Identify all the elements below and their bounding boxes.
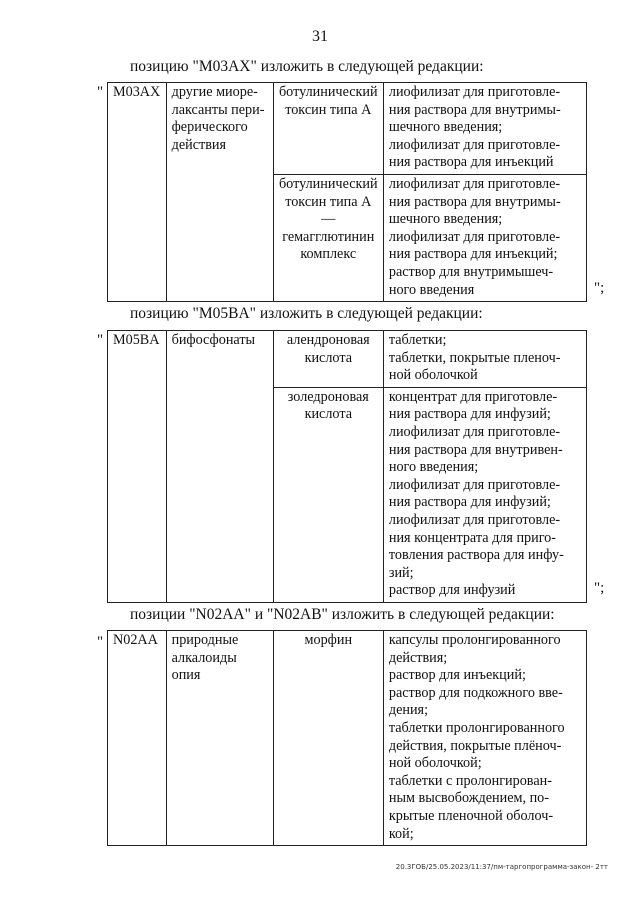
substance-cell: морфин	[273, 631, 383, 846]
group-name: природные алкалоиды опия	[166, 631, 273, 846]
forms-cell: концентрат для приготовле- ния раствора для инфузий; лиофилизат для приготовле- ния раствора для внутривен- ного введения; лиофилизат для приготовле- ния раствора для инфузий; лиофилизат для приготовле- ния концентрата для приго- товления раствора для инфу- зий; раствор для инфузий	[383, 387, 586, 602]
intro-m05ba: позицию "M05BA" изложить в следующей редакции:	[130, 305, 483, 322]
open-quote: "	[97, 332, 104, 348]
close-quote: ";	[594, 580, 605, 596]
open-quote: "	[97, 84, 104, 100]
intro-m03ax: позицию "M03AX" изложить в следующей редакции:	[130, 58, 484, 75]
table-m05ba	[107, 330, 587, 603]
table-row	[108, 331, 587, 388]
table-m03ax	[107, 82, 587, 302]
substance-cell: золедроновая кислота	[273, 387, 383, 602]
close-quote: ";	[594, 280, 605, 296]
forms-cell: лиофилизат для приготовле- ния раствора для внутримы- шечного введения; лиофилизат для приготовле- ния раствора для инъекций; раствор для внутримышеч- ного введения	[383, 174, 586, 301]
table-n02aa	[107, 630, 587, 846]
atc-code: M03AX	[108, 83, 167, 302]
forms-cell: лиофилизат для приготовле- ния раствора для внутримы- шечного введения; лиофилизат для приготовле- ния раствора для инъекций	[383, 83, 586, 175]
footer-stamp: 20.3ГОБ/25.05.2023/11:37/пм-таргопрограмма-закон- 2тт	[395, 863, 608, 871]
forms-cell: капсулы пролонгированного действия; раствор для инъекций; раствор для подкожного вве- дения; таблетки пролонгированного действия, покрытые плёноч- ной оболочкой; таблетки с пролонгирован- ным высвобождением, по- крытые пленочной оболоч- кой;	[383, 631, 586, 846]
atc-code: N02AA	[108, 631, 167, 846]
atc-code: M05BA	[108, 331, 167, 603]
table-row	[108, 631, 587, 846]
substance-cell: ботулинический токсин типа А	[273, 83, 383, 175]
substance-cell: ботулинический токсин типа А — гемагглютинин комплекс	[273, 174, 383, 301]
group-name: бифосфонаты	[166, 331, 273, 603]
substance-cell: алендроновая кислота	[273, 331, 383, 388]
table-row	[108, 83, 587, 175]
page-number: 31	[312, 28, 328, 45]
intro-n02aa: позиции "N02AA" и "N02AB" изложить в следующей редакции:	[130, 606, 555, 623]
forms-cell: таблетки; таблетки, покрытые пленоч- ной оболочкой	[383, 331, 586, 388]
open-quote: "	[97, 634, 104, 650]
group-name: другие миоре- лаксанты пери- ферического действия	[166, 83, 273, 302]
